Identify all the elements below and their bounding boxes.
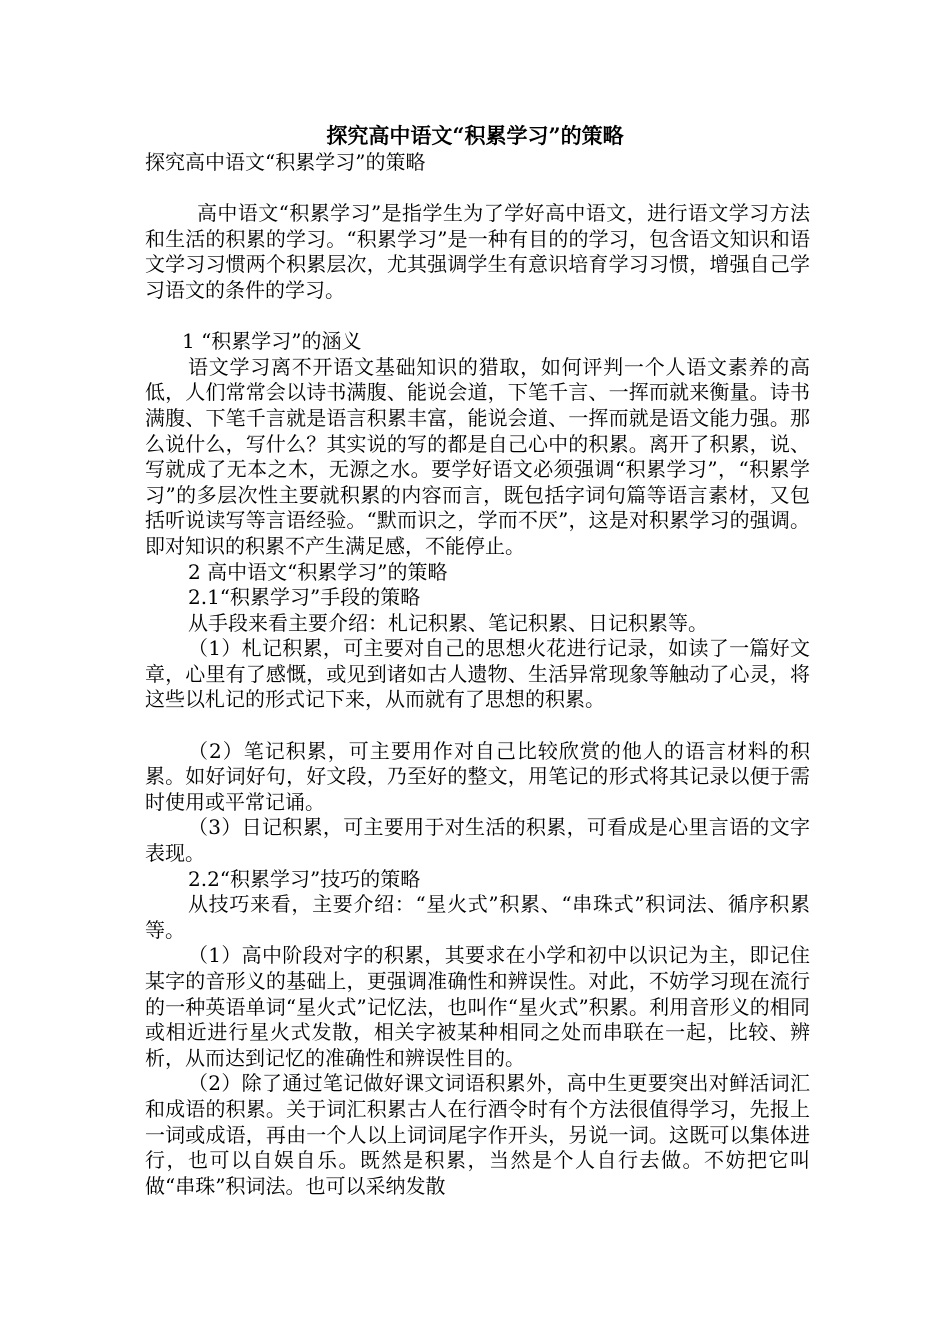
section-heading-2: 2 高中语文“积累学习”的策略 <box>188 559 448 584</box>
section-heading-1: 1 “积累学习”的涵义 <box>182 329 362 354</box>
document-body <box>145 150 810 1199</box>
blank-line <box>145 713 810 739</box>
subsection-heading-2-2: 2.2“积累学习”技巧的策略 <box>188 866 421 891</box>
paragraph-definition: 语文学习离不开语文基础知识的猎取，如何评判一个人语文素养的高低，人们常常会以诗书满腹、能说会道，下笔千言、一挥而就来衡量。诗书满腹、下笔千言就是语言积累丰富，能说会道、一挥而就是语文能力强。那么说什么，写什么？其实说的写的都是自己心中的积累。离开了积累，说、写就成了无本之木，无源之水。要学好语文必须强调“积累学习”，“积累学习”的多层次性主要就积累的内容而言，既包括字词句篇等语言素材，又包括听说读写等言语经验。“默而识之，学而不厌”，这是对积累学习的强调。即对知识的积累不产生满足感，不能停止。 <box>145 354 810 558</box>
subtitle-line: 探究高中语文“积累学习”的策略 <box>145 150 426 174</box>
intro-paragraph: 高中语文“积累学习”是指学生为了学好高中语文，进行语文学习方法和生活的积累的学习。“积累学习”是一种有目的的学习，包含语文知识和语文学习习惯两个积累层次，尤其强调学生有意识培育学习习惯，增强自己学习语文的条件的学习。 <box>145 201 810 302</box>
paragraph-skills-intro: 从技巧来看，主要介绍：“星火式”积累、“串珠式”积词法、循序积累等。 <box>145 892 810 942</box>
blank-line <box>145 176 810 202</box>
paragraph-skills-1: （1）高中阶段对字的积累，其要求在小学和初中以识记为主，即记住某字的音形义的基础上，更强调准确性和辨误性。对此，不妨学习现在流行的一种英语单词“星火式”记忆法，也叫作“星火式”积累。利用音形义的相同或相近进行星火式发散，相关字被某种相同之处而串联在一起，比较、辨析，从而达到记忆的准确性和辨误性目的。 <box>145 943 810 1070</box>
subsection-heading-2-1: 2.1“积累学习”手段的策略 <box>188 585 421 610</box>
paragraph-means-3: （3）日记积累，可主要用于对生活的积累，可看成是心里言语的文字表现。 <box>145 815 810 866</box>
blank-line <box>145 304 810 330</box>
paragraph-skills-2: （2）除了通过笔记做好课文词语积累外，高中生更要突出对鲜活词汇和成语的积累。关于词汇积累古人在行酒令时有个方法很值得学习，先报上一词或成语，再由一个人以上词词尾字作开头，另说一词。这既可以集体进行，也可以自娱自乐。既然是积累，当然是个人自行去做。不妨把它叫做“串珠”积词法。也可以采纳发散 <box>145 1071 810 1198</box>
paragraph-means-2: （2）笔记积累，可主要用作对自己比较欣赏的他人的语言材料的积累。如好词好句，好文段，乃至好的整文，用笔记的形式将其记录以便于需时使用或平常记诵。 <box>145 738 810 814</box>
document-title: 探究高中语文“积累学习”的策略 <box>326 123 624 148</box>
paragraph-means-1: （1）札记积累，可主要对自己的思想火花进行记录，如读了一篇好文章，心里有了感慨，或见到诸如古人遗物、生活异常现象等触动了心灵，将这些以札记的形式记下来，从而就有了思想的积累。 <box>145 636 810 712</box>
paragraph-means-intro: 从手段来看主要介绍：札记积累、笔记积累、日记积累等。 <box>188 610 708 635</box>
